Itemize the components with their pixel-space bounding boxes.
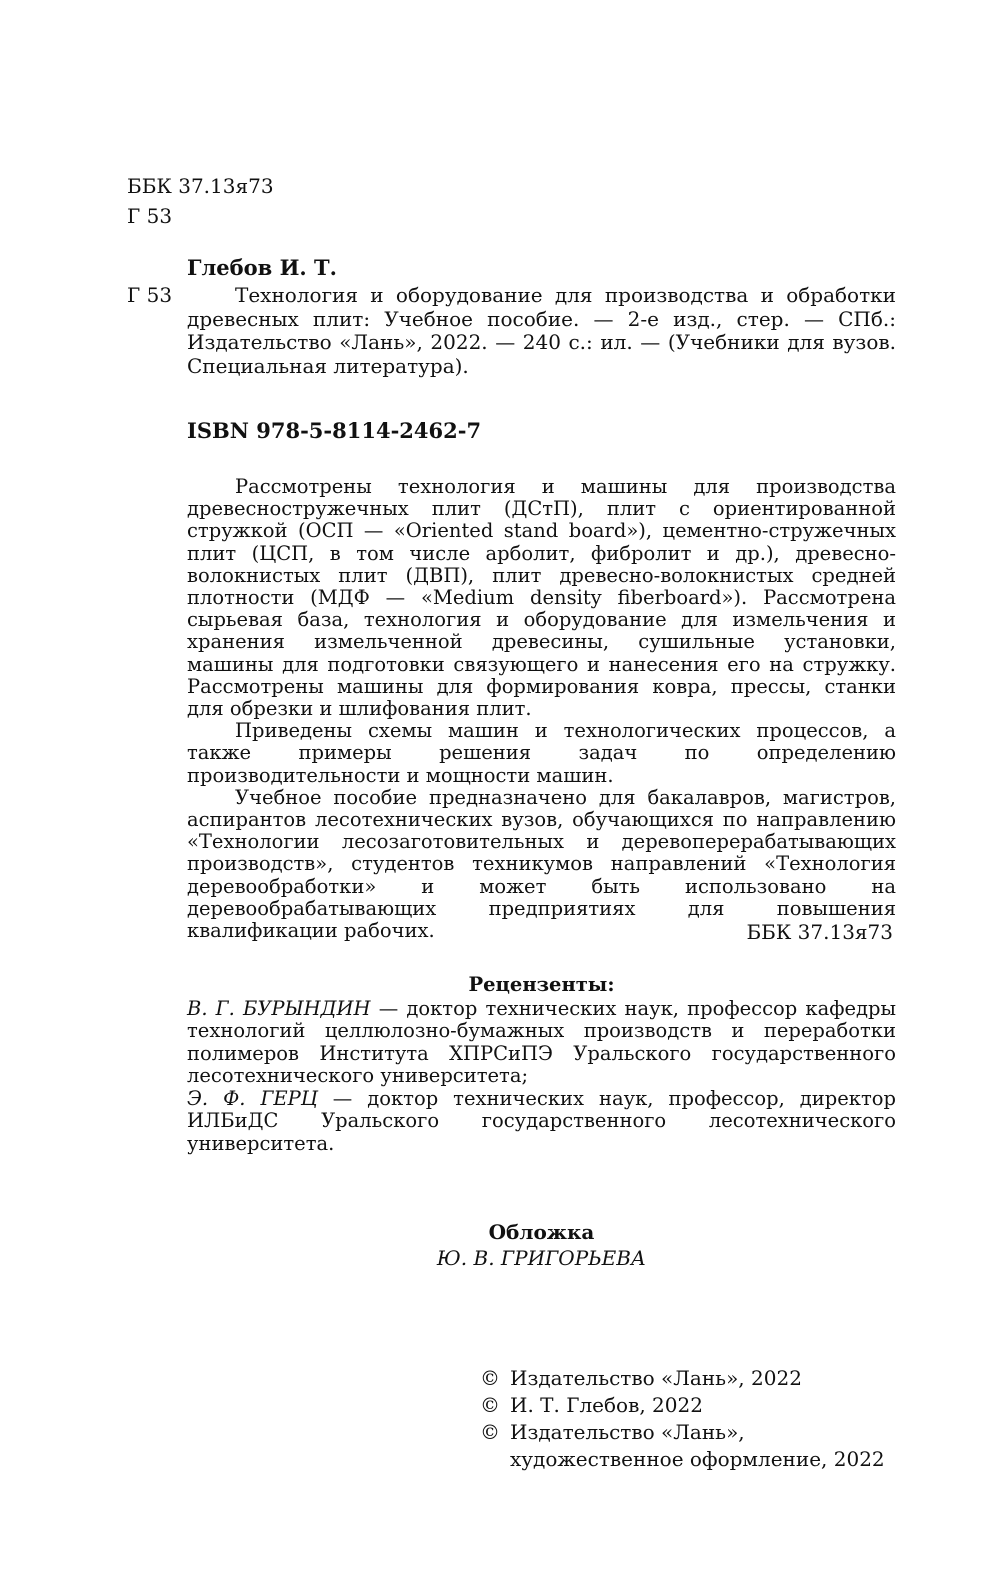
reviewer-name: В. Г. БУРЫНДИН xyxy=(187,996,371,1020)
cover-designer: Ю. В. ГРИГОРЬЕВА xyxy=(436,1246,647,1270)
reviewers-heading: Рецензенты: xyxy=(468,973,615,996)
copyright-text: И. Т. Глебов, 2022 xyxy=(510,1393,703,1417)
reviewers-section xyxy=(187,974,896,1155)
bibliographic-citation xyxy=(187,284,896,378)
bbk-code: ББК 37.13я73 xyxy=(127,174,274,198)
copyright-text: Издательство «Лань», 2022 xyxy=(510,1366,802,1390)
abstract-paragraph: Рассмотрены технология и машины для производства древесностружечных плит (ДСтП), плит с ориентированной стружкой (ОСП — «Oriented stand board»), цементно-стружечных плит (ЦСП, в том числе арболит, фибролит и др.), древесно-волокнистых плит (ДВП), плит древесно-волокнистых средней плотности (МДФ — «Medium density fiberboard»). Рассмотрена сырьевая база, технология и оборудование для измельчения и хранения измельченной древесины, сушильные установки, машины для подготовки связующего и нанесения его на стружку. Рассмотрены машины для формирования ковра, прессы, станки для обрезки и шлифования плит. xyxy=(187,475,896,721)
copyright-line xyxy=(480,1365,885,1392)
bbk-code-right: ББК 37.13я73 xyxy=(746,920,893,944)
cover-heading: Обложка xyxy=(488,1220,595,1244)
abstract-paragraph: Приведены схемы машин и технологических процессов, а также примеры решения задач по определению производительности и мощности машин. xyxy=(187,719,896,787)
author-sign-left: Г 53 xyxy=(127,283,173,307)
citation-text: Технология и оборудование для производства и обработки древесных плит: Учебное пособие. — 2-е изд., стер. — СПб.: Издательство «Лань», 2022. — 240 с.: ил. — (Учебники для вузов. Специальная литература). xyxy=(187,283,896,378)
abstract-paragraph: Учебное пособие предназначено для бакалавров, магистров, аспирантов лесотехнических вузов, обучающихся по направлению «Технологии лесозаготовительных и деревоперерабатывающих производств», студентов техникумов направлений «Технология деревообработки» и может быть использовано на деревообрабатывающих предприятиях для повышения квалификации рабочих. xyxy=(187,785,896,943)
author-name: Глебов И. Т. xyxy=(187,255,337,280)
isbn: ISBN 978-5-8114-2462-7 xyxy=(187,418,482,443)
copyright-icon: © xyxy=(480,1420,500,1444)
copyright-block xyxy=(480,1365,885,1473)
author-sign: Г 53 xyxy=(127,204,173,228)
copyright-continuation: художественное оформление, 2022 xyxy=(510,1447,885,1471)
copyright-icon: © xyxy=(480,1393,500,1417)
reviewer-description: — доктор технических наук, профессор, директор ИЛБиДС Уральского государственного лесотехнического университета. xyxy=(187,1086,896,1155)
bbk-header xyxy=(127,171,274,231)
reviewer-description: — доктор технических наук, профессор кафедры технологий целлюлозно-бумажных производств и переработки полимеров Института ХПРСиПЭ Уральского государственного лесотехнического университета; xyxy=(187,996,897,1087)
reviewer-entry xyxy=(187,1088,896,1156)
copyright-text: Издательство «Лань», xyxy=(510,1420,745,1444)
cover-credit xyxy=(187,1219,896,1271)
reviewer-name: Э. Ф. ГЕРЦ xyxy=(187,1086,318,1110)
copyright-icon: © xyxy=(480,1366,500,1390)
copyright-line xyxy=(480,1419,885,1446)
reviewer-entry xyxy=(187,998,896,1088)
copyright-line xyxy=(480,1392,885,1419)
abstract xyxy=(187,476,896,942)
